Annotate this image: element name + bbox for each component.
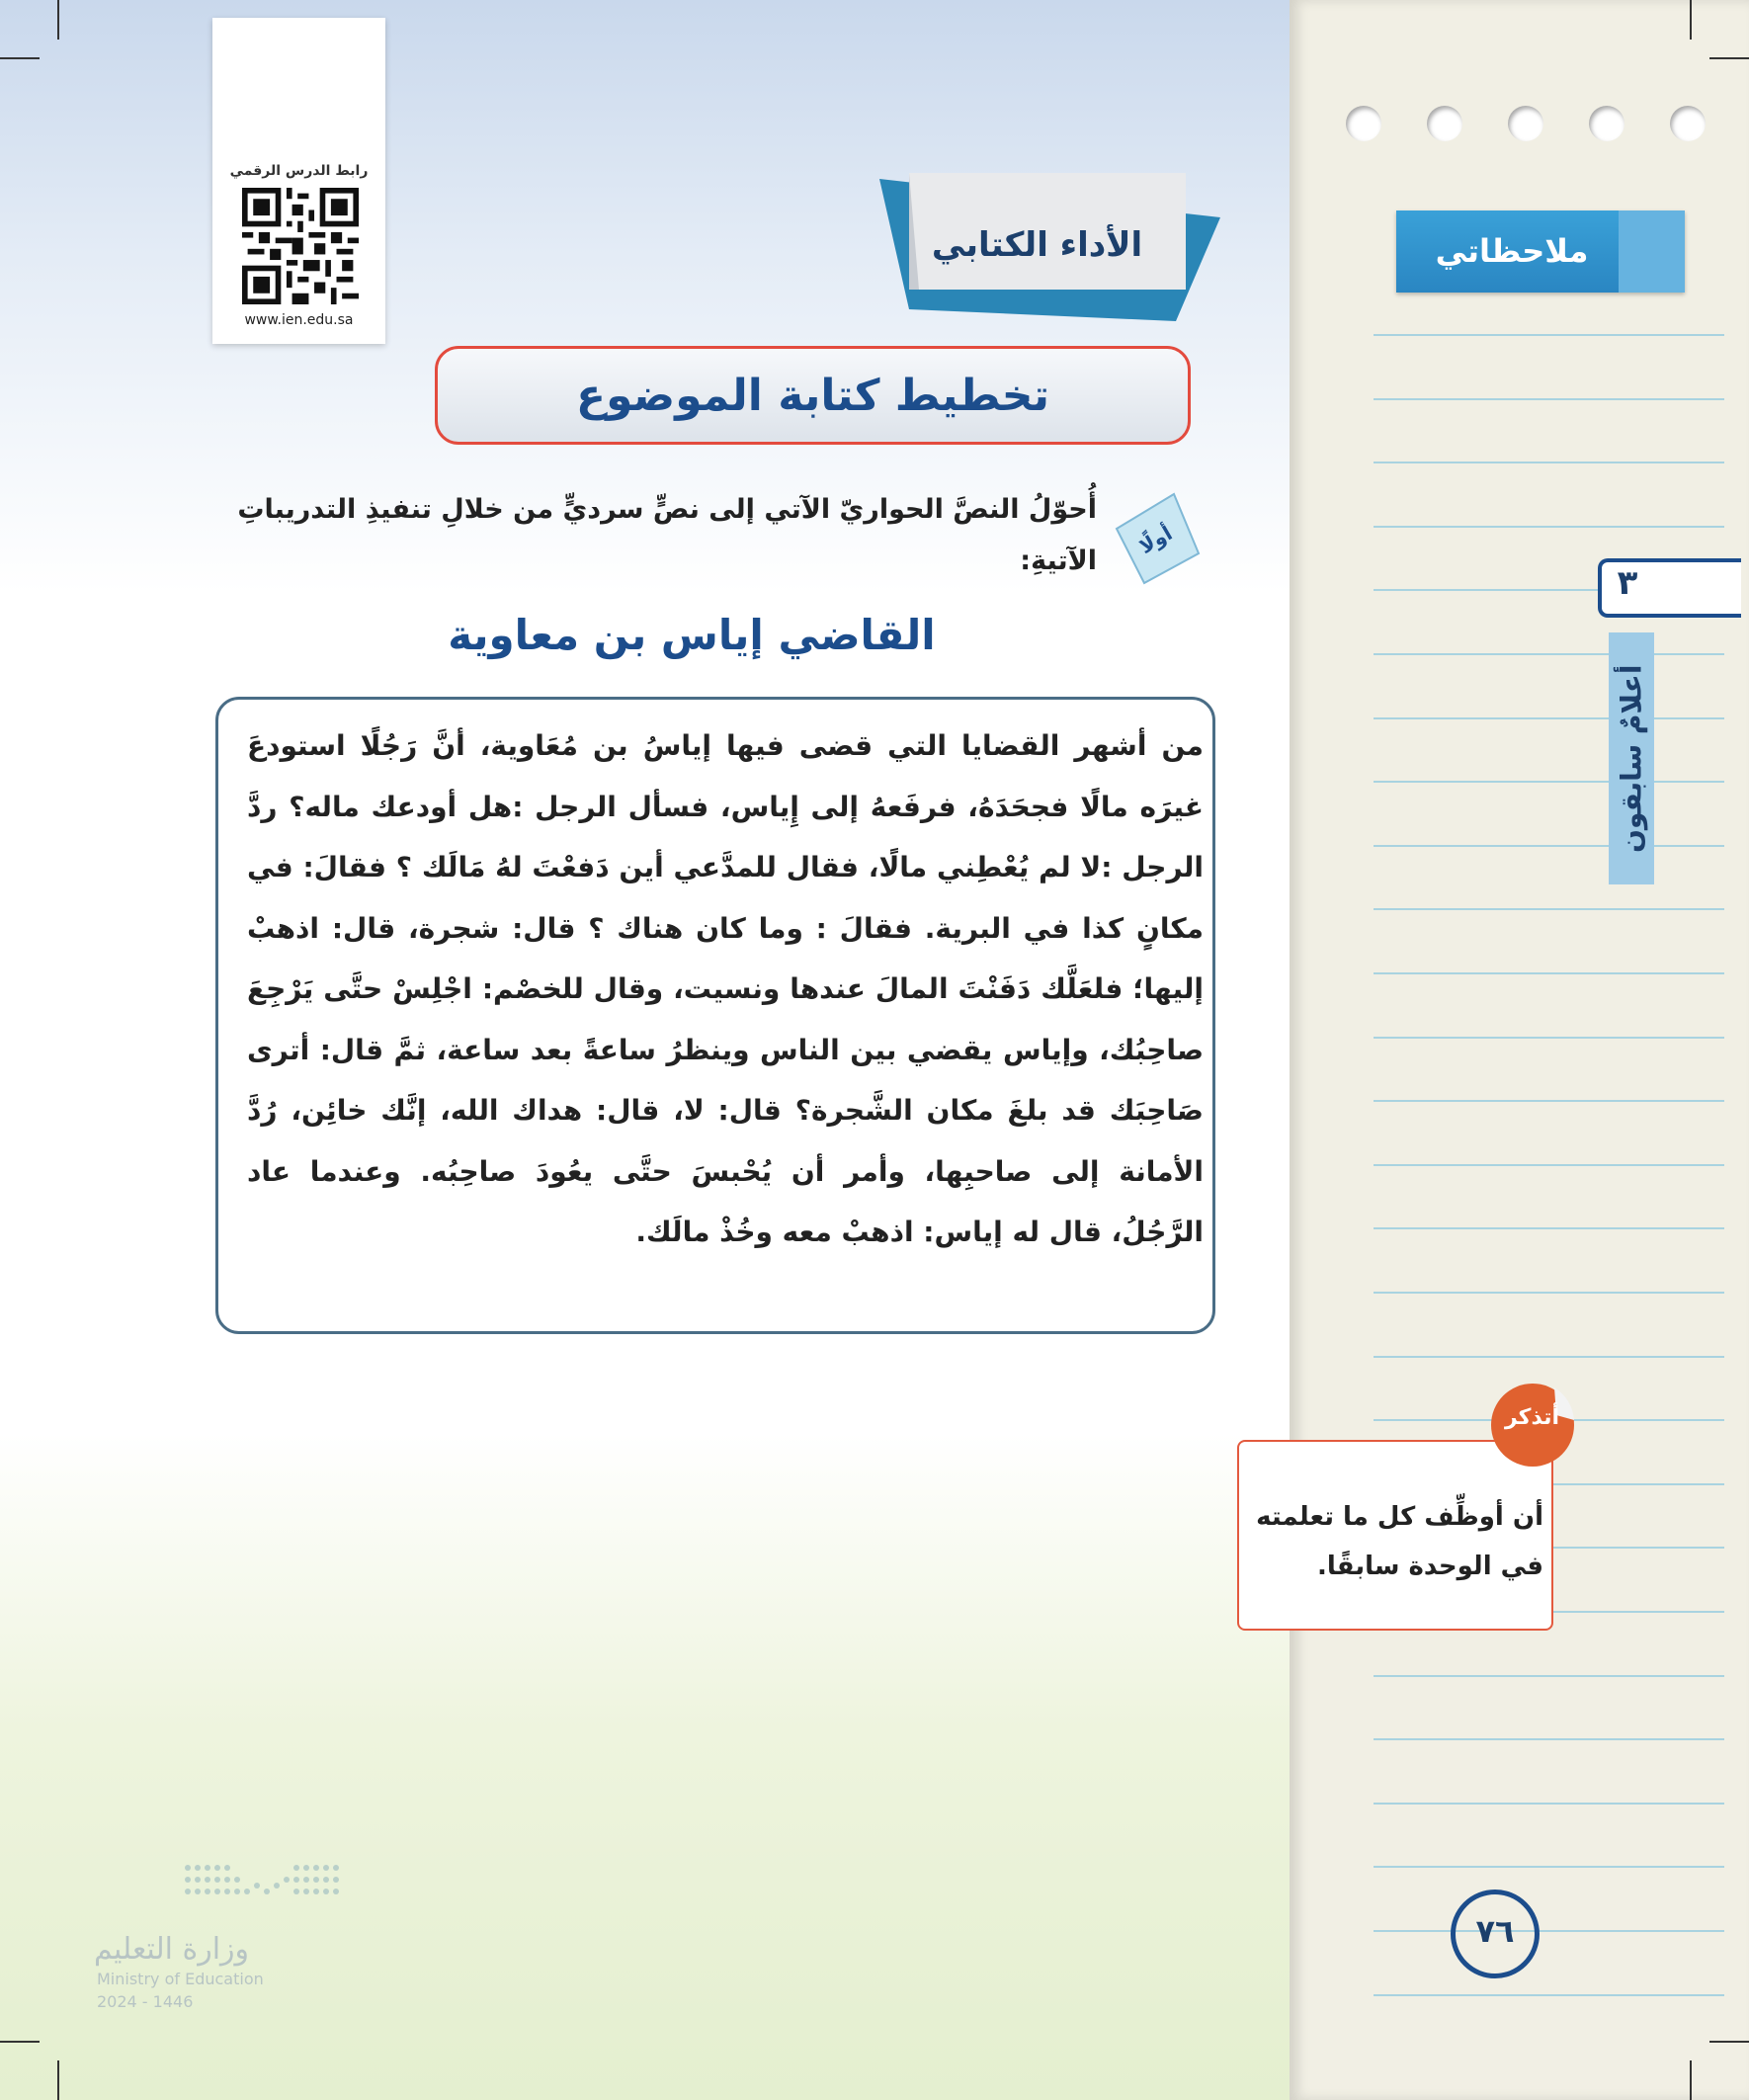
crop-mark [0,57,40,59]
crop-mark [57,0,59,40]
notes-line [1374,1037,1724,1039]
qr-code-icon[interactable] [242,188,359,304]
notes-line [1374,717,1724,719]
ministry-name-ar: وزارة التعليم [94,1932,250,1967]
notes-line [1374,1675,1724,1677]
qr-title: رابط الدرس الرقمي [229,163,369,179]
binder-hole [1427,106,1462,141]
notes-line [1374,972,1724,974]
page-number: ٧٦ [1475,1912,1515,1950]
notes-side-panel [1290,0,1749,2100]
remember-label: أتذكر [1505,1405,1559,1430]
notes-line [1374,781,1724,783]
unit-label [1609,642,1654,875]
notes-header-tab-end [1619,210,1685,293]
crop-mark [1690,0,1692,40]
binder-hole [1589,106,1624,141]
qr-card[interactable] [212,18,385,344]
notes-line [1374,1292,1724,1294]
notes-line [1374,334,1724,336]
crop-mark [0,2041,40,2043]
ministry-year: 2024 - 1446 [97,1992,194,2011]
notes-line [1374,1994,1724,1996]
qr-url[interactable]: www.ien.edu.sa [244,312,354,328]
notes-line [1374,653,1724,655]
lesson-title-box [435,346,1191,445]
notes-line [1374,1738,1724,1740]
notes-line [1374,1803,1724,1805]
notes-line [1374,908,1724,910]
crop-mark [1709,57,1749,59]
notes-line [1374,398,1724,400]
notes-title: ملاحظاتي [1435,232,1589,270]
section-tag: الأداء الكتابي [931,225,1143,265]
instruction-text: أُحوّلُ النصَّ الحواريّ الآتي إلى نصٍّ سرديٍّ من خلالِ تنفيذِ التدريباتِ الآتيةِ: [237,494,1097,576]
notes-line [1374,1866,1724,1868]
notes-line [1374,1164,1724,1166]
notes-line [1374,1100,1724,1102]
ministry-logo-icon [178,1858,356,1907]
binder-hole [1346,106,1381,141]
lesson-title: تخطيط كتابة الموضوع [576,370,1049,421]
notes-line [1374,1930,1724,1932]
crop-mark [1709,2041,1749,2043]
binder-hole [1508,106,1543,141]
notes-line [1374,526,1724,528]
crop-mark [57,2060,59,2100]
story-body: من أشهر القضايا التي قضى فيها إياسُ بن مُعَاوية، أنَّ رَجُلًا استودعَ غيرَه مالًا فجحَدَهُ، فرفَعهُ إلى إِياس، فسأل الرجل :هل أودعك ماله؟ ردَّ الرجل :لا لم يُعْطِني مالًا، فقال للمدَّعي أين دَفعْتَ لهُ مَالَك ؟ فقالَ: في مكانٍ كذا في البرية. فقالَ : وما كان هناك ؟ قال: شجرة، قال: اذهبْ إليها؛ فلعَلَّك دَفَنْتَ المالَ عندها ونسيت، وقال للخصْم: اجْلِسْ حتَّى يَرْجِعَ صاحِبُك، وإياس يقضي بين الناس وينظرُ ساعةً بعد ساعة، ثمَّ قال: أترى صَاحِبَك قد بلغَ مكان الشَّجرة؟ قال: لا، قال: هداك الله، إنَّك خائِن، رُدَّ الأمانة إلى صاحبِها، وأمر أن يُحْبسَ حتَّى يعُودَ صاحِبُه. وعندما عاد الرَّجُلُ، قال له إياس: اذهبْ معه وخُذْ مالَك. [247,729,1204,1248]
unit-label-text: أعلامٌ سابقون [1615,664,1648,853]
first-badge-label: أولًا [1134,521,1177,559]
binder-hole [1670,106,1706,141]
first-badge-icon [1105,489,1204,588]
remember-text: أن أوظِّف كل ما تعلمته في الوحدة سابقًا. [1256,1502,1543,1581]
notes-line [1374,1356,1724,1358]
notes-line [1374,462,1724,463]
ministry-name-en: Ministry of Education [97,1970,264,1988]
notes-line [1374,845,1724,847]
unit-number: ٣ [1617,563,1638,603]
story-title: القاضي إياس بن معاوية [448,611,936,659]
crop-mark [1690,2060,1692,2100]
notes-line [1374,1227,1724,1229]
